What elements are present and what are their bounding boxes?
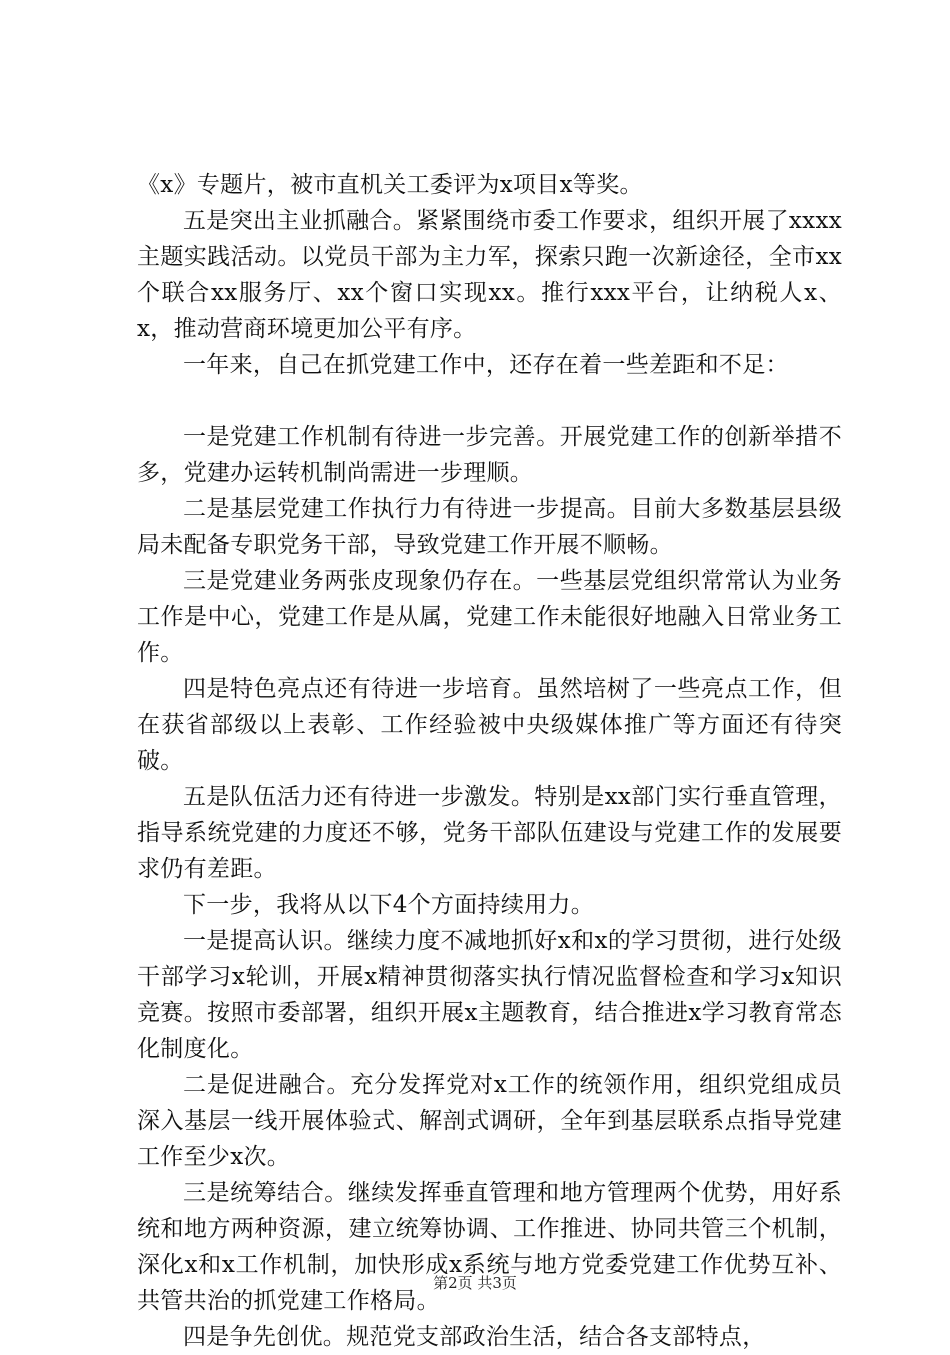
paragraph-6: 三是党建业务两张皮现象仍存在。一些基层党组织常常认为业务工作是中心，党建工作是从属，党建工作未能很好地融入日常业务工作。 [137,568,842,666]
paragraph-1: 《x》专题片，被市直机关工委评为x项目x等奖。 [137,172,643,198]
paragraph-10: 一是提高认识。继续力度不减地抓好x和x的学习贯彻，进行处级干部学习x轮训，开展x精神贯彻落实执行情况监督检查和学习x知识竞赛。按照市委部署，组织开展x主题教育，结合推进x学习教育常态化制度化。 [137,928,842,1062]
paragraph-3: 一年来，自己在抓党建工作中，还存在着一些差距和不足： [183,352,789,378]
paragraph-13: 四是争先创优。规范党支部政治生活，结合各支部特点， [183,1324,766,1350]
paragraph-11: 二是促进融合。充分发挥党对x工作的统领作用，组织党组成员深入基层一线开展体验式、解剖式调研，全年到基层联系点指导党建工作至少x次。 [137,1072,842,1170]
paragraph-2: 五是突出主业抓融合。紧紧围绕市委工作要求，组织开展了xxxx主题实践活动。以党员干部为主力军，探索只跑一次新途径，全市xx个联合xx服务厅、xx个窗口实现xx。推行xxx平台，让纳税人x、x，推动营商环境更加公平有序。 [137,208,842,342]
paragraph-7: 四是特色亮点还有待进一步培育。虽然培树了一些亮点工作，但在获省部级以上表彰、工作经验被中央级媒体推广等方面还有待突破。 [137,676,842,774]
document-body [137,167,842,1355]
paragraph-spacer [137,383,842,419]
paragraph-12: 三是统筹结合。继续发挥垂直管理和地方管理两个优势，用好系统和地方两种资源，建立统筹协调、工作推进、协同共管三个机制，深化x和x工作机制，加快形成x系统与地方党委党建工作优势互补、共管共治的抓党建工作格局。 [137,1180,842,1314]
paragraph-5: 二是基层党建工作执行力有待进一步提高。目前大多数基层县级局未配备专职党务干部，导致党建工作开展不顺畅。 [137,496,842,558]
paragraph-8: 五是队伍活力还有待进一步激发。特别是xx部门实行垂直管理，指导系统党建的力度还不够，党务干部队伍建设与党建工作的发展要求仍有差距。 [137,784,842,882]
paragraph-4: 一是党建工作机制有待进一步完善。开展党建工作的创新举措不多，党建办运转机制尚需进一步理顺。 [137,424,842,486]
paragraph-9: 下一步，我将从以下4个方面持续用力。 [183,892,595,918]
page-number-footer: 第2页 共3页 [433,1274,517,1292]
